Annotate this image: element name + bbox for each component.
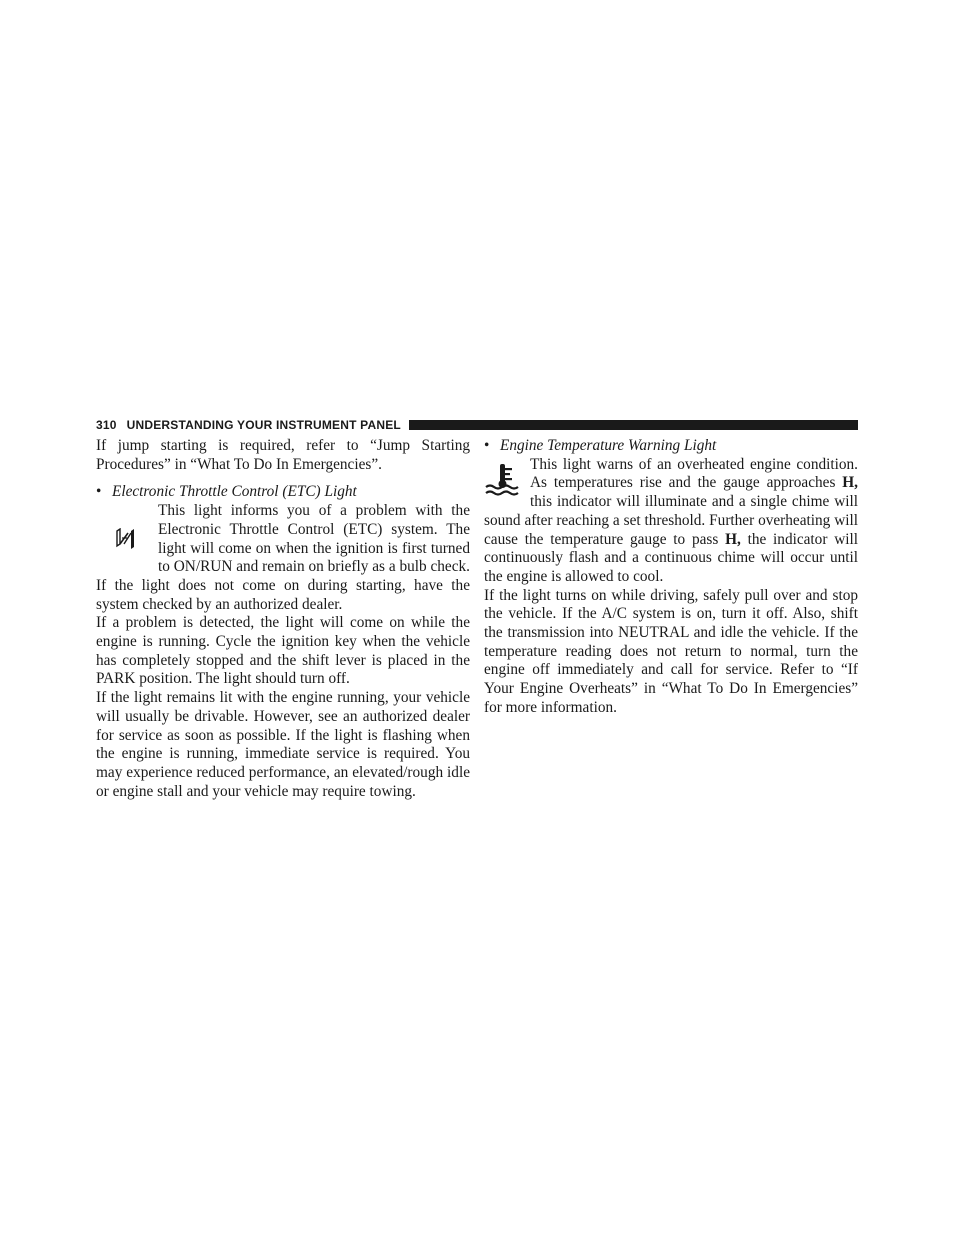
etc-paragraph-3: If the light remains lit with the engine running, your vehicle will usually be drivable. However, see an authorized dealer for service as soon as possible. If the light is flashing when the engine is running, immediate service is required. You may experience reduced performance, an elevated/rough idle or engine stall and your vehicle may require towing. <box>96 689 470 800</box>
bullet: • <box>96 483 102 501</box>
section-title: UNDERSTANDING YOUR INSTRUMENT PANEL <box>126 418 401 432</box>
bullet: • <box>484 437 490 454</box>
etc-paragraph-2: If a problem is detected, the light will come on while the engine is running. Cycle the ignition key when the vehicle has completely stopped and the shift lever is placed in the PARK position. The light should turn off. <box>96 614 470 688</box>
page-number: 310 <box>96 418 117 432</box>
left-column <box>96 437 470 801</box>
temp-heading-text: Engine Temperature Warning Light <box>500 437 717 454</box>
temp-paragraph-2: If the light turns on while driving, safely pull over and stop the vehicle. If the A/C system is on, turn it off. Also, shift the transmission into NEUTRAL and idle the vehicle. If the temperature reading does not return to normal, turn the engine off immediately and call for service. Refer to “If Your Engine Overheats” in “What To Do In Emergencies” for more information. <box>484 586 858 716</box>
etc-heading-text: Electronic Throttle Control (ETC) Light <box>112 483 357 501</box>
etc-heading <box>96 483 470 502</box>
temp-text-a: This light warns of an overheated engine condition. As temperatures rise and the gauge approaches <box>530 455 858 492</box>
h-mark-1: H, <box>842 474 858 492</box>
h-mark-2: H, <box>725 530 741 548</box>
page-header <box>96 416 858 434</box>
temp-heading <box>484 437 858 456</box>
right-column <box>484 437 858 718</box>
engine-temperature-icon <box>484 456 530 502</box>
temp-text-c: this indicator will illuminate and a single chime will sound after reaching a set threshold. Further overheating will cause the temperature gauge to pass <box>484 493 858 548</box>
jump-start-paragraph: If jump starting is required, refer to “Jump Starting Procedures” in “What To Do In Emergencies”. <box>96 437 470 473</box>
etc-paragraph-1: This light informs you of a problem with the Electronic Throttle Control (ETC) system. The light will come on when the ignition is first turned to ON/RUN and remain on briefly as a bulb check. If the light does not come on during starting, have the system checked by an authorized dealer. <box>96 502 470 613</box>
header-rule <box>409 420 858 430</box>
etc-light-icon <box>96 502 158 576</box>
temp-text-e: the indicator will continuously flash and a continuous chime will occur until the engine is allowed to cool. <box>484 530 858 585</box>
temp-paragraph-1 <box>484 456 858 587</box>
